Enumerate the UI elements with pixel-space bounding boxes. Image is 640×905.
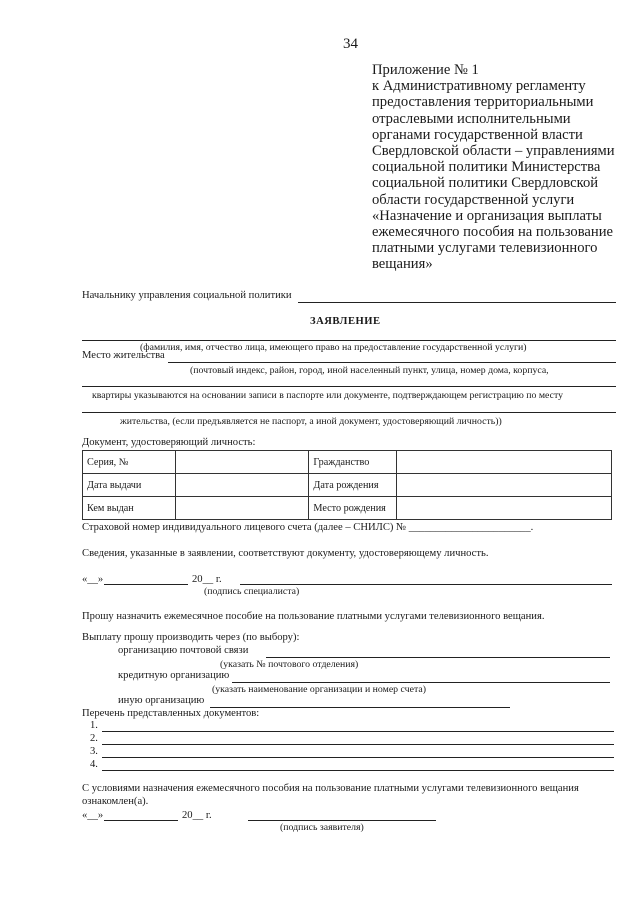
citizenship-input[interactable] [396, 451, 611, 474]
appendix-line: социальной политики Свердловской [372, 175, 599, 192]
acknowledgement-line-2: ознакомлен(а). [82, 796, 149, 807]
address-hint-1: (почтовый индекс, район, город, иной населенный пункт, улица, номер дома, корпуса, [190, 365, 549, 376]
address-hint-3: жительства, (если предъявляется не паспорт, а иной документ, удостоверяющий личность)) [120, 416, 502, 427]
acknowledgement-line-1: С условиями назначения ежемесячного пособия на пользование платными услугами телевизионного вещания [82, 783, 579, 794]
residence-field[interactable] [168, 362, 616, 363]
date-2-field[interactable] [104, 820, 178, 821]
page-number: 34 [343, 36, 358, 52]
series-label: Серия, № [83, 451, 176, 474]
doc-item-field[interactable] [102, 757, 614, 758]
birth-place-label: Место рождения [309, 497, 396, 520]
date-2-year: 20__ г. [182, 810, 212, 821]
birth-date-label: Дата рождения [309, 474, 396, 497]
request-text: Прошу назначить ежемесячное пособие на пользование платными услугами телевизионного вещания. [82, 611, 545, 622]
birth-place-input[interactable] [396, 497, 611, 520]
issue-date-input[interactable] [176, 474, 309, 497]
appendix-header [372, 62, 622, 273]
name-field[interactable] [82, 340, 616, 341]
appendix-line: предоставления территориальными [372, 94, 594, 111]
id-doc-label: Документ, удостоверяющий личность: [82, 437, 256, 448]
address-hint-2: квартиры указываются на основании записи в паспорте или документе, подтверждающем регистрацию по месту [92, 390, 564, 401]
specialist-sign-hint: (подпись специалиста) [204, 586, 300, 597]
appendix-line: ежемесячного пособия на пользование [372, 224, 614, 241]
doc-item-number: 4. [90, 759, 98, 770]
date-2-quote: «__» [82, 810, 104, 821]
appendix-line: вещания» [372, 256, 433, 273]
birth-date-input[interactable] [396, 474, 611, 497]
doc-item-field[interactable] [102, 744, 614, 745]
appendix-line: органами государственной власти [372, 126, 583, 143]
date-1-year: 20__ г. [192, 574, 222, 585]
address-field-3[interactable] [82, 412, 616, 413]
doc-item-field[interactable] [102, 770, 614, 771]
appendix-line: области государственной услуги [372, 191, 575, 208]
appendix-line: Свердловской области – управлениями [372, 143, 615, 160]
applicant-sign-hint: (подпись заявителя) [280, 822, 364, 833]
date-1-field[interactable] [104, 584, 188, 585]
postal-org-option[interactable]: организацию почтовой связи [118, 645, 249, 656]
other-org-option[interactable]: иную организацию [118, 695, 205, 706]
addressee-field[interactable] [298, 302, 616, 303]
table-row [83, 474, 612, 497]
form-title: ЗАЯВЛЕНИЕ [310, 316, 381, 327]
name-hint: (фамилия, имя, отчество лица, имеющего право на предоставление государственной услуги) [140, 342, 527, 353]
table-row [83, 451, 612, 474]
series-input[interactable] [176, 451, 309, 474]
credit-org-field[interactable] [232, 682, 610, 683]
credit-org-option[interactable]: кредитную организацию [118, 670, 230, 681]
docs-label: Перечень представленных документов: [82, 708, 260, 719]
specialist-signature-field[interactable] [240, 584, 612, 585]
address-field-2[interactable] [82, 386, 616, 387]
doc-item-number: 3. [90, 746, 98, 757]
appendix-line: социальной политики Министерства [372, 159, 601, 176]
doc-item-number: 2. [90, 733, 98, 744]
issued-by-input[interactable] [176, 497, 309, 520]
postal-org-field[interactable] [266, 657, 610, 658]
issue-date-label: Дата выдачи [83, 474, 176, 497]
date-1-quote: «__» [82, 574, 104, 585]
doc-item-field[interactable] [102, 731, 614, 732]
appendix-line: «Назначение и организация выплаты [372, 207, 602, 224]
appendix-line: Приложение № 1 [372, 62, 479, 78]
citizenship-label: Гражданство [309, 451, 396, 474]
payment-label: Выплату прошу производить через (по выбору): [82, 632, 300, 643]
snils-line: Страховой номер индивидуального лицевого счета (далее – СНИЛС) № _______________________. [82, 522, 534, 533]
appendix-line: платными услугами телевизионного [372, 240, 598, 257]
id-document-table [82, 450, 612, 520]
postal-hint: (указать № почтового отделения) [220, 659, 359, 670]
table-row [83, 497, 612, 520]
issued-by-label: Кем выдан [83, 497, 176, 520]
conformity-statement: Сведения, указанные в заявлении, соответствуют документу, удостоверяющему личность. [82, 548, 489, 559]
appendix-line: к Административному регламенту [372, 78, 586, 95]
residence-label: Место жительства [82, 350, 165, 361]
applicant-signature-field[interactable] [248, 820, 436, 821]
doc-item-number: 1. [90, 720, 98, 731]
addressee-label: Начальнику управления социальной политики [82, 290, 292, 301]
appendix-line: отраслевыми исполнительными [372, 110, 571, 127]
credit-hint: (указать наименование организации и номер счета) [212, 684, 426, 695]
